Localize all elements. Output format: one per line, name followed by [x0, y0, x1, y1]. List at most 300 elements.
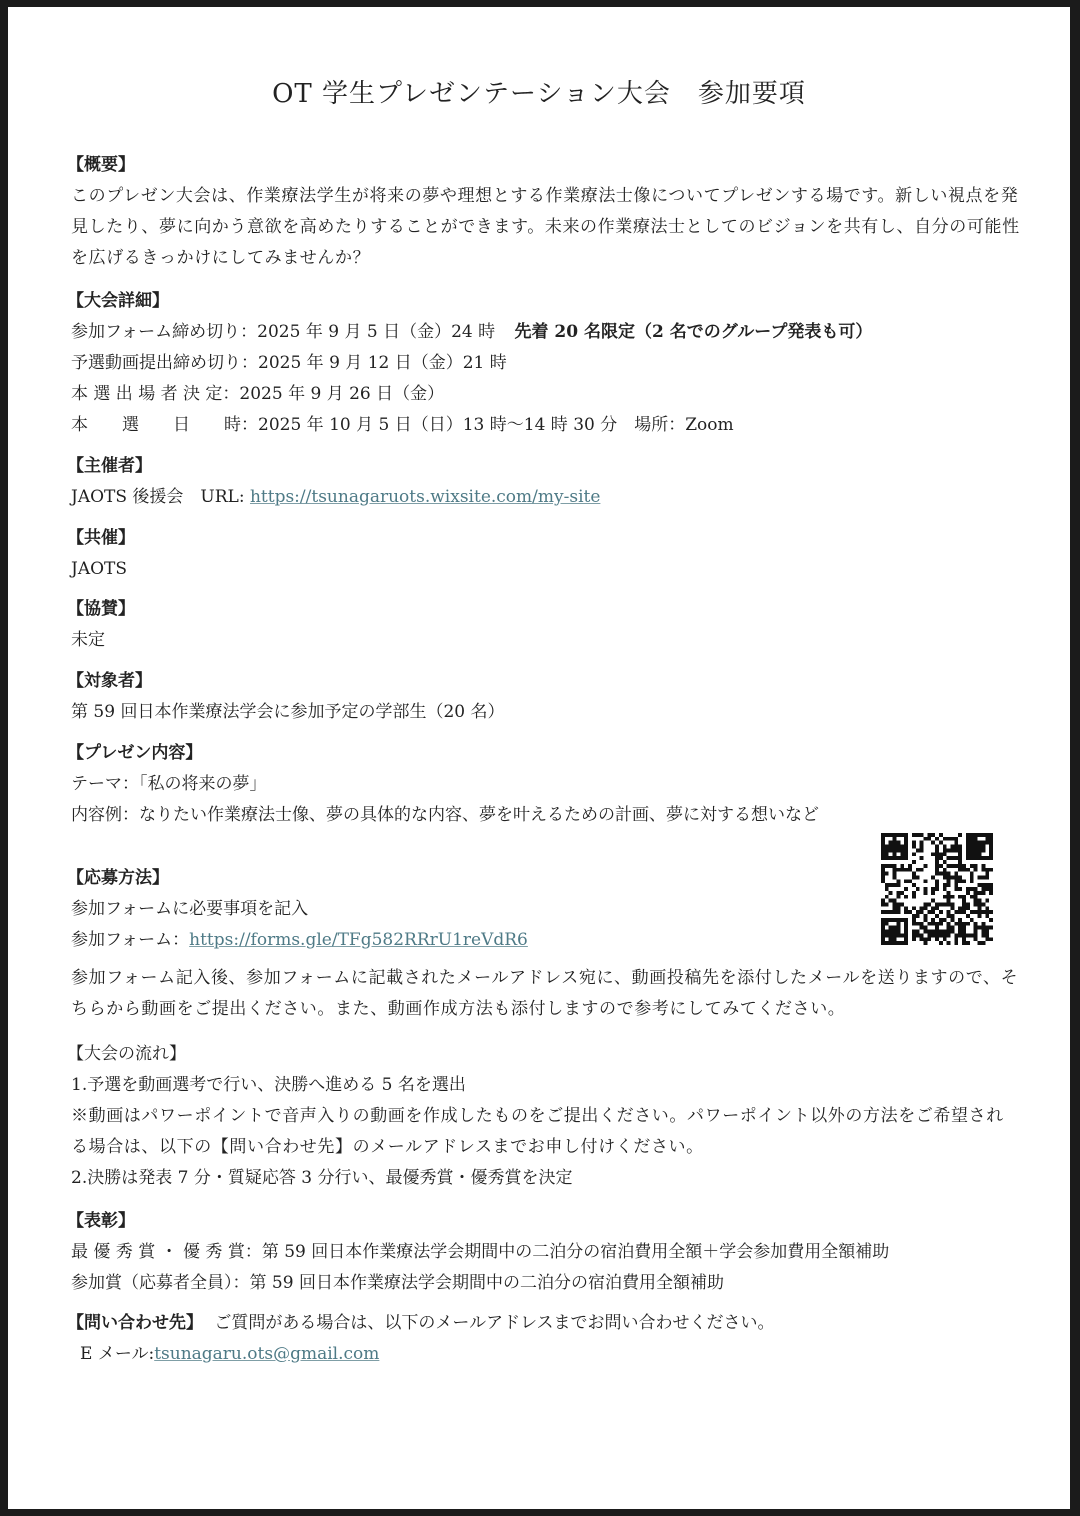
qr-module [885, 856, 889, 860]
qr-module [943, 895, 947, 899]
qr-module [881, 868, 885, 872]
qr-module [889, 883, 893, 887]
qr-module [958, 875, 962, 879]
contact-heading: 【問い合わせ先】 [67, 1313, 203, 1333]
qr-module [989, 926, 993, 930]
qr-module [974, 933, 978, 937]
qr-module [893, 856, 897, 860]
qr-module [989, 868, 993, 872]
qr-module [893, 933, 897, 937]
qr-module [962, 864, 966, 868]
overview-text: このプレゼン大会は、作業療法学生が将来の夢や理想とする作業療法士像についてプレゼンする場です。新しい視点を発見したり、夢に向かう意欲を高めたりすることができます。未来の作業療法士としてのビジョンを共有し、自分の可能性を広げるきっかけにしてみませんか？ [71, 186, 1020, 268]
qr-module [978, 914, 982, 918]
qr-module [966, 837, 970, 841]
qr-module [927, 903, 931, 907]
qr-module [904, 918, 908, 922]
qr-module [881, 872, 885, 876]
qr-module [912, 883, 916, 887]
qr-module [954, 910, 958, 914]
apply-line1: 参加フォームに必要事項を記入 [71, 899, 309, 919]
qr-module [893, 941, 897, 945]
organizer-url-link[interactable]: https://tsunagaruots.wixsite.com/my-site [249, 487, 601, 507]
qr-module [885, 903, 889, 907]
organizer-heading: 【主催者】 [67, 456, 152, 476]
qr-module [962, 879, 966, 883]
awards-heading: 【表彰】 [67, 1211, 135, 1231]
qr-module [951, 864, 955, 868]
qr-module [900, 941, 904, 945]
qr-module [947, 883, 951, 887]
qr-module [970, 887, 974, 891]
qr-module [985, 899, 989, 903]
qr-module [885, 887, 889, 891]
qr-module [908, 910, 912, 914]
qr-module [931, 852, 935, 856]
qr-module [981, 922, 985, 926]
qr-module [970, 895, 974, 899]
qr-module [916, 922, 920, 926]
qr-module [974, 937, 978, 941]
qr-module [935, 922, 939, 926]
qr-module [989, 918, 993, 922]
form-deadline: 参加フォーム締め切り：2025 年 9 月 5 日（金）24 時 [71, 322, 496, 342]
qr-module [889, 845, 893, 849]
video-deadline: 予選動画提出締め切り：2025 年 9 月 12 日（金）21 時 [71, 353, 507, 373]
qr-module [896, 922, 900, 926]
qr-module [923, 926, 927, 930]
qr-module [908, 864, 912, 868]
qr-module [989, 856, 993, 860]
qr-module [947, 899, 951, 903]
content-theme: テーマ：「私の将来の夢」 [71, 774, 267, 794]
qr-module [989, 937, 993, 941]
qr-module [958, 852, 962, 856]
qr-module [881, 879, 885, 883]
qr-module [896, 941, 900, 945]
qr-module [943, 852, 947, 856]
qr-module [943, 903, 947, 907]
qr-module [904, 922, 908, 926]
qr-module [951, 895, 955, 899]
qr-module [985, 856, 989, 860]
qr-module [912, 860, 916, 864]
qr-module [978, 841, 982, 845]
qr-module [896, 848, 900, 852]
qr-module [927, 933, 931, 937]
awards-line1: 最 優 秀 賞 ・ 優 秀 賞：第 59 回日本作業療法学会期間中の二泊分の宿泊費用全額＋学会参加費用全額補助 [71, 1242, 890, 1262]
qr-module [900, 891, 904, 895]
qr-module [958, 833, 962, 837]
qr-module [943, 937, 947, 941]
sponsor-text: 未定 [71, 630, 105, 650]
qr-module [954, 941, 958, 945]
contact-text: ご質問がある場合は、以下のメールアドレスまでお問い合わせください。 [214, 1313, 775, 1333]
qr-module [974, 899, 978, 903]
qr-module [951, 918, 955, 922]
qr-module [889, 899, 893, 903]
qr-module [889, 848, 893, 852]
qr-module [939, 910, 943, 914]
qr-module [981, 910, 985, 914]
qr-module [896, 910, 900, 914]
qr-module [939, 922, 943, 926]
overview-heading: 【概要】 [67, 155, 135, 175]
qr-module [912, 895, 916, 899]
qr-module [916, 875, 920, 879]
qr-module [889, 941, 893, 945]
qr-module [981, 864, 985, 868]
qr-module [966, 891, 970, 895]
qr-module [962, 922, 966, 926]
qr-module [916, 914, 920, 918]
qr-module [966, 933, 970, 937]
qr-module [893, 852, 897, 856]
qr-module [920, 933, 924, 937]
qr-module [966, 887, 970, 891]
qr-module [958, 845, 962, 849]
qr-module [908, 868, 912, 872]
qr-module [958, 895, 962, 899]
qr-module [954, 848, 958, 852]
qr-module [881, 937, 885, 941]
qr-module [970, 845, 974, 849]
qr-module [927, 910, 931, 914]
qr-module [904, 856, 908, 860]
qr-module [939, 872, 943, 876]
qr-module [896, 879, 900, 883]
qr-module [981, 930, 985, 934]
qr-module [935, 879, 939, 883]
qr-module [885, 848, 889, 852]
qr-module [978, 903, 982, 907]
qr-module [981, 833, 985, 837]
qr-module [885, 895, 889, 899]
sponsor-section [67, 594, 1021, 656]
qr-module [931, 891, 935, 895]
qr-module [958, 848, 962, 852]
qr-module [900, 852, 904, 856]
qr-module [981, 887, 985, 891]
qr-module [904, 930, 908, 934]
qr-module [958, 926, 962, 930]
qr-module [989, 848, 993, 852]
qr-module [939, 856, 943, 860]
qr-module [904, 906, 908, 910]
qr-module [927, 837, 931, 841]
qr-module [943, 845, 947, 849]
qr-module [966, 903, 970, 907]
qr-module [885, 872, 889, 876]
qr-module [974, 864, 978, 868]
qr-module [900, 856, 904, 860]
qr-module [885, 930, 889, 934]
qr-module [958, 887, 962, 891]
qr-module [912, 875, 916, 879]
qr-module [989, 841, 993, 845]
qr-module [962, 933, 966, 937]
qr-module [989, 845, 993, 849]
qr-module [989, 883, 993, 887]
qr-module [947, 895, 951, 899]
qr-module [939, 841, 943, 845]
qr-module [893, 937, 897, 941]
qr-module [881, 930, 885, 934]
qr-module [954, 837, 958, 841]
qr-module [978, 899, 982, 903]
qr-module [978, 941, 982, 945]
qr-module [962, 930, 966, 934]
organizer-section [67, 451, 1021, 513]
qr-module [966, 906, 970, 910]
qr-module [935, 856, 939, 860]
qr-module [923, 864, 927, 868]
qr-module [893, 837, 897, 841]
qr-module [916, 868, 920, 872]
target-text: 第 59 回日本作業療法学会に参加予定の学部生（20 名） [71, 702, 505, 722]
qr-module [923, 891, 927, 895]
qr-module [974, 845, 978, 849]
qr-module [889, 918, 893, 922]
qr-module [962, 899, 966, 903]
qr-module [966, 833, 970, 837]
qr-module [931, 933, 935, 937]
qr-module [935, 926, 939, 930]
qr-module [947, 930, 951, 934]
cohost-heading: 【共催】 [67, 528, 135, 548]
qr-module [931, 833, 935, 837]
qr-module [923, 930, 927, 934]
qr-module [943, 918, 947, 922]
qr-module [881, 856, 885, 860]
qr-module [923, 906, 927, 910]
qr-module [912, 833, 916, 837]
qr-module [935, 937, 939, 941]
qr-module [923, 887, 927, 891]
qr-module [978, 910, 982, 914]
qr-module [947, 875, 951, 879]
qr-module [970, 852, 974, 856]
qr-module [958, 860, 962, 864]
qr-module [947, 891, 951, 895]
form-deadline-line [71, 317, 1021, 348]
qr-module [912, 937, 916, 941]
details-heading: 【大会詳細】 [67, 291, 169, 311]
qr-module [923, 941, 927, 945]
qr-module [958, 856, 962, 860]
qr-module [981, 845, 985, 849]
qr-module [985, 926, 989, 930]
apply-form-link[interactable]: https://forms.gle/TFg582RRrU1reVdR6 [189, 930, 528, 950]
qr-module [978, 856, 982, 860]
qr-module [935, 864, 939, 868]
qr-module [974, 926, 978, 930]
qr-module [881, 833, 885, 837]
qr-module [951, 906, 955, 910]
qr-module [931, 922, 935, 926]
qr-module [920, 868, 924, 872]
qr-module [896, 906, 900, 910]
qr-module [881, 845, 885, 849]
qr-module [954, 887, 958, 891]
qr-module [900, 848, 904, 852]
qr-module [896, 891, 900, 895]
qr-module [935, 872, 939, 876]
qr-module [985, 933, 989, 937]
cohost-section [67, 523, 1021, 585]
qr-code-icon[interactable] [881, 833, 993, 945]
qr-module [985, 887, 989, 891]
qr-module [893, 848, 897, 852]
qr-module [893, 910, 897, 914]
qr-module [958, 930, 962, 934]
qr-module [893, 930, 897, 934]
qr-module [885, 833, 889, 837]
qr-module [974, 856, 978, 860]
qr-module [927, 833, 931, 837]
qr-module [896, 833, 900, 837]
qr-module [881, 910, 885, 914]
qr-module [900, 868, 904, 872]
qr-module [947, 922, 951, 926]
qr-module [974, 868, 978, 872]
awards-line2: 参加賞（応募者全員）：第 59 回日本作業療法学会期間中の二泊分の宿泊費用全額補助 [71, 1273, 724, 1293]
sponsor-heading: 【協賛】 [67, 599, 135, 619]
qr-module [931, 918, 935, 922]
apply-note: 参加フォーム記入後、参加フォームに記載されたメールアドレス宛に、動画投稿先を添付したメールを送りますので、そちらから動画をご提出ください。また、動画作成方法も添付しますので参考にしてみてください。 [71, 968, 1019, 1019]
qr-module [889, 930, 893, 934]
qr-module [927, 922, 931, 926]
qr-module [889, 937, 893, 941]
contact-line [67, 1308, 1021, 1339]
qr-module [896, 841, 900, 845]
qr-module [920, 910, 924, 914]
qr-module [881, 926, 885, 930]
page-title: OT 学生プレゼンテーション大会 参加要項 [272, 79, 806, 109]
qr-module [904, 937, 908, 941]
contact-email-label: E メール: [80, 1344, 155, 1364]
qr-module [951, 903, 955, 907]
qr-module [947, 879, 951, 883]
qr-module [951, 848, 955, 852]
qr-module [985, 910, 989, 914]
qr-module [981, 926, 985, 930]
qr-module [962, 895, 966, 899]
qr-module [981, 903, 985, 907]
details-section [67, 286, 1021, 441]
qr-module [958, 922, 962, 926]
contact-email-line [80, 1339, 1021, 1370]
qr-module [920, 926, 924, 930]
qr-module [966, 856, 970, 860]
qr-module [916, 848, 920, 852]
qr-module [904, 941, 908, 945]
qr-module [978, 852, 982, 856]
qr-module [966, 852, 970, 856]
qr-module [916, 910, 920, 914]
qr-module [947, 856, 951, 860]
qr-module [885, 845, 889, 849]
qr-module [970, 933, 974, 937]
qr-module [939, 903, 943, 907]
qr-module [912, 872, 916, 876]
qr-module [881, 922, 885, 926]
qr-module [896, 883, 900, 887]
qr-module [904, 848, 908, 852]
qr-module [974, 841, 978, 845]
qr-module [885, 941, 889, 945]
qr-module [954, 883, 958, 887]
qr-module [962, 910, 966, 914]
qr-module [962, 941, 966, 945]
qr-module [935, 860, 939, 864]
qr-module [970, 841, 974, 845]
qr-module [974, 910, 978, 914]
contact-email-link[interactable]: tsunagaru.ots@gmail.com [154, 1344, 380, 1364]
qr-module [939, 833, 943, 837]
qr-module [885, 864, 889, 868]
qr-module [958, 868, 962, 872]
qr-module [920, 833, 924, 837]
qr-module [958, 910, 962, 914]
qr-module [935, 845, 939, 849]
qr-module [923, 937, 927, 941]
qr-module [931, 887, 935, 891]
qr-module [896, 845, 900, 849]
qr-module [966, 848, 970, 852]
qr-module [904, 852, 908, 856]
qr-module [947, 848, 951, 852]
qr-module [966, 922, 970, 926]
awards-section [67, 1206, 1021, 1299]
qr-module [881, 918, 885, 922]
qr-module [981, 848, 985, 852]
qr-module [951, 926, 955, 930]
qr-module [985, 841, 989, 845]
qr-module [970, 848, 974, 852]
qr-module [943, 868, 947, 872]
qr-module [923, 837, 927, 841]
contact-section [67, 1308, 1021, 1370]
qr-module [900, 864, 904, 868]
qr-module [951, 856, 955, 860]
qr-module [935, 930, 939, 934]
qr-module [962, 937, 966, 941]
qr-module [935, 852, 939, 856]
qr-module [931, 899, 935, 903]
qr-module [985, 868, 989, 872]
qr-module [896, 868, 900, 872]
qr-module [989, 833, 993, 837]
qr-module [947, 926, 951, 930]
qr-module [985, 872, 989, 876]
qr-module [978, 875, 982, 879]
qr-module [885, 933, 889, 937]
qr-module [939, 918, 943, 922]
qr-module [893, 868, 897, 872]
qr-module [951, 875, 955, 879]
qr-module [881, 933, 885, 937]
qr-module [962, 868, 966, 872]
apply-section [67, 863, 1021, 1025]
qr-module [943, 930, 947, 934]
qr-module [916, 933, 920, 937]
flow-step1: 1.予選を動画選考で行い、決勝へ進める 5 名を選出 [71, 1075, 466, 1095]
qr-module [985, 914, 989, 918]
qr-module [912, 852, 916, 856]
qr-module [974, 903, 978, 907]
qr-module [954, 875, 958, 879]
qr-module [904, 841, 908, 845]
